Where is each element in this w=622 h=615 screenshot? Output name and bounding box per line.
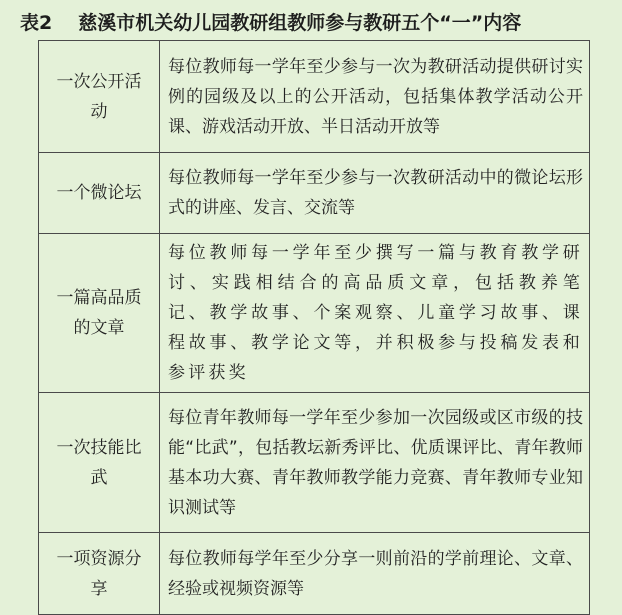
table-title: 慈溪市机关幼儿园教研组教师参与教研五个“一”内容	[78, 12, 522, 34]
table-row	[39, 41, 590, 153]
row-description: 每位教师每一学年至少参与一次为教研活动提供研讨实例的园级及以上的公开活动，包括集体教学活动公开课、游戏活动开放、半日活动开放等	[160, 41, 590, 153]
row-description: 每位教师每一学年至少撰写一篇与教育教学研讨、实践相结合的高品质文章，包括教养笔记、教学故事、个案观察、儿童学习故事、课程故事、教学论文等，并积极参与投稿发表和参评获奖	[160, 234, 590, 393]
row-description: 每位教师每一学年至少参与一次教研活动中的微论坛形式的讲座、发言、交流等	[160, 153, 590, 234]
table-row	[39, 153, 590, 234]
row-description: 每位青年教师每一学年至少参加一次园级或区市级的技能“比武”，包括教坛新秀评比、优质课评比、青年教师基本功大赛、青年教师教学能力竞赛、青年教师专业知识测试等	[160, 393, 590, 533]
row-item-label: 一个微论坛	[39, 153, 160, 234]
table-caption	[20, 8, 620, 38]
row-item-label: 一项资源分享	[39, 533, 160, 615]
table-row	[39, 234, 590, 393]
table-row	[39, 393, 590, 533]
row-description: 每位教师每学年至少分享一则前沿的学前理论、文章、经验或视频资源等	[160, 533, 590, 615]
table-number: 表2	[20, 12, 53, 34]
table-row	[39, 533, 590, 615]
row-item-label: 一次公开活动	[39, 41, 160, 153]
content-table	[38, 40, 590, 615]
row-item-label: 一篇高品质的文章	[39, 234, 160, 393]
row-item-label: 一次技能比武	[39, 393, 160, 533]
